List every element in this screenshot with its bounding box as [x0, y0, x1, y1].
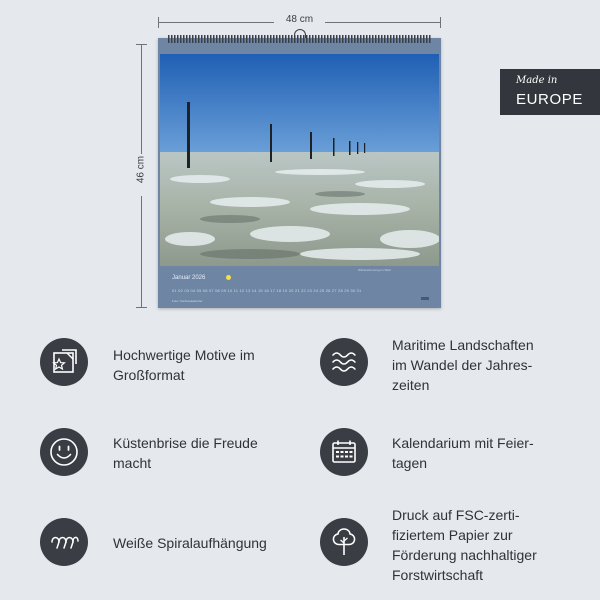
- calendar-month: Januar 2026: [172, 275, 206, 281]
- feature-text: Druck auf FSC-zerti- fiziertem Papier zur Förderung nachhaltiger Forstwirtschaft: [392, 507, 537, 583]
- waves-icon: [320, 338, 368, 386]
- calendar-credit: Foto: Nordseekalender: [172, 299, 203, 303]
- height-label: 46 cm: [135, 155, 147, 184]
- image-star-icon: [40, 338, 88, 386]
- height-line-top: [141, 44, 142, 154]
- feature-text: Maritime Landschaften im Wandel der Jahres- zeiten: [392, 337, 534, 393]
- feature-text: Küstenbrise die Freude macht: [113, 435, 258, 471]
- feature-text: Hochwertige Motive im Großformat: [113, 347, 255, 383]
- badge-region: EUROPE: [516, 91, 583, 108]
- feature-text: Weiße Spiralaufhängung: [113, 535, 267, 551]
- spiral-binding-icon: [40, 518, 88, 566]
- tree-icon: [320, 518, 368, 566]
- calendar-days: 01 02 03 04 05 06 07 08 09 10 11 12 13 14 15 16 17 18 19 20 21 22 23 24 25 26 27 28 29 30 31: [172, 288, 362, 293]
- smiley-icon: [40, 428, 88, 476]
- height-tick-bottom: [136, 307, 147, 308]
- calendar-logo-dot: [226, 275, 231, 280]
- calendar-photo: [160, 54, 439, 266]
- calendar-icon: [320, 428, 368, 476]
- calendar-corner-mark: [421, 297, 429, 300]
- feature-text: Kalendarium mit Feier- tagen: [392, 435, 534, 471]
- width-label: 48 cm: [285, 14, 314, 25]
- width-line-right: [325, 22, 441, 23]
- calendar-hanger: [294, 29, 306, 38]
- width-dimension: [158, 14, 441, 30]
- wall-calendar: [158, 38, 441, 308]
- badge-made-in: Made in: [516, 75, 558, 86]
- calendar-caption: Winterstimmung im Watt: [358, 268, 391, 272]
- height-line-bottom: [141, 196, 142, 308]
- height-dimension: [133, 44, 149, 308]
- width-tick-right: [440, 17, 441, 28]
- made-in-europe-badge: [500, 69, 600, 115]
